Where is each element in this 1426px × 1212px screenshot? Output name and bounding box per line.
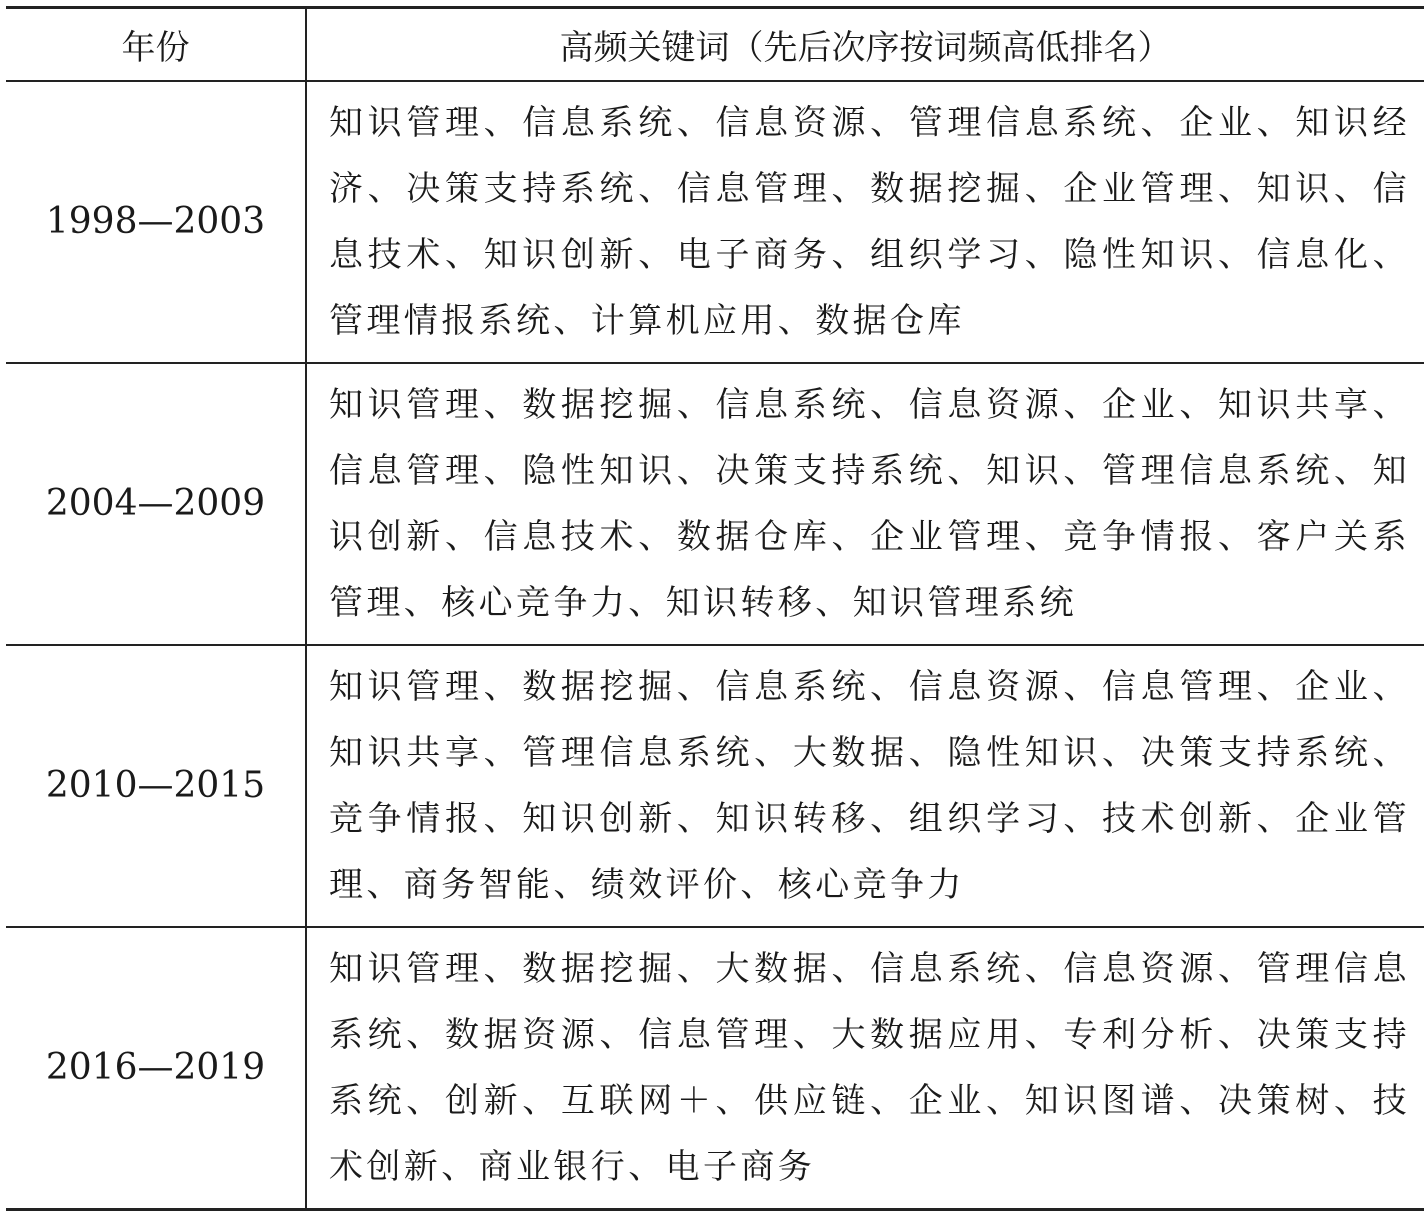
keywords-cell: 知识管理、数据挖掘、信息系统、信息资源、企业、知识共享、信息管理、隐性知识、决策支持系统、知识、管理信息系统、知识创新、信息技术、数据仓库、企业管理、竞争情报、客户关系管理、核心竞争力、知识转移、知识管理系统 bbox=[306, 363, 1424, 645]
column-header-year: 年份 bbox=[6, 8, 306, 81]
table-row bbox=[6, 927, 1424, 1210]
year-cell: 2010—2015 bbox=[6, 645, 306, 927]
keyword-frequency-table bbox=[6, 6, 1424, 1211]
keywords-cell: 知识管理、数据挖掘、大数据、信息系统、信息资源、管理信息系统、数据资源、信息管理、大数据应用、专利分析、决策支持系统、创新、互联网＋、供应链、企业、知识图谱、决策树、技术创新、商业银行、电子商务 bbox=[306, 927, 1424, 1210]
table-row bbox=[6, 363, 1424, 645]
header-row bbox=[6, 8, 1424, 81]
table-row bbox=[6, 81, 1424, 363]
column-header-keywords: 高频关键词（先后次序按词频高低排名） bbox=[306, 8, 1424, 81]
year-cell: 1998—2003 bbox=[6, 81, 306, 363]
year-cell: 2004—2009 bbox=[6, 363, 306, 645]
table-body bbox=[6, 81, 1424, 1210]
keywords-cell: 知识管理、数据挖掘、信息系统、信息资源、信息管理、企业、知识共享、管理信息系统、大数据、隐性知识、决策支持系统、竞争情报、知识创新、知识转移、组织学习、技术创新、企业管理、商务智能、绩效评价、核心竞争力 bbox=[306, 645, 1424, 927]
keyword-table-container bbox=[6, 6, 1424, 1211]
table-header bbox=[6, 8, 1424, 81]
keywords-cell: 知识管理、信息系统、信息资源、管理信息系统、企业、知识经济、决策支持系统、信息管理、数据挖掘、企业管理、知识、信息技术、知识创新、电子商务、组织学习、隐性知识、信息化、管理情报系统、计算机应用、数据仓库 bbox=[329, 102, 1410, 341]
year-cell: 2016—2019 bbox=[6, 927, 306, 1210]
table-row bbox=[6, 645, 1424, 927]
